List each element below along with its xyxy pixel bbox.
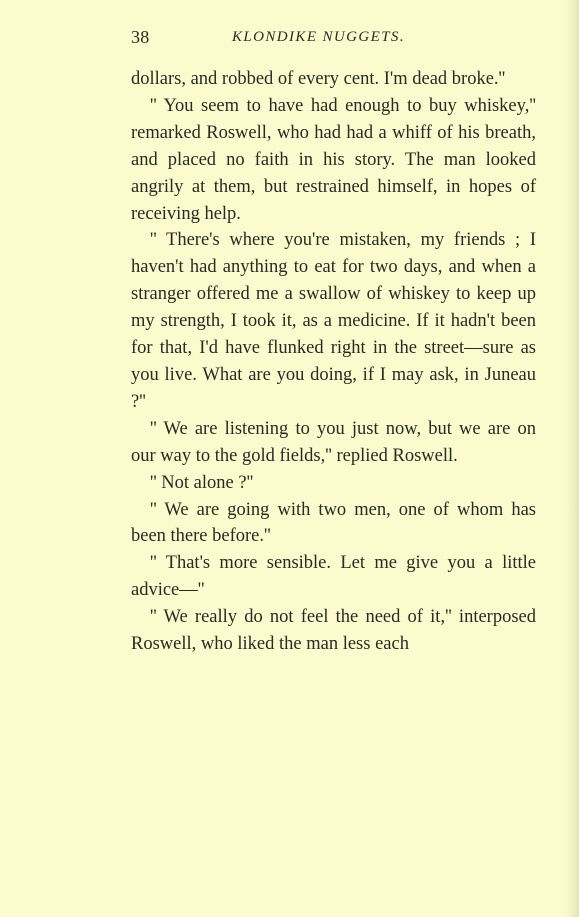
page-number: 38 [131,27,150,47]
paragraph: '' Not alone ?'' [150,472,254,493]
paragraph: '' We are going with two men, one of whom has been there before.'' [131,499,536,547]
paragraph: '' We really do not feel the need of it,'' interposed Roswell, who liked the man less each [131,607,536,655]
paragraph: '' We are listening to you just now, but we are on our way to the gold fields,'' replied Roswell. [131,418,536,466]
body-text [131,66,536,658]
running-head: KLONDIKE NUGGETS. [232,29,405,45]
paragraph: '' That's more sensible. Let me give you a little advice—'' [131,553,536,601]
paragraph: dollars, and robbed of every cent. I'm dead broke.'' [131,69,506,89]
page-header [131,26,536,48]
paragraph: '' You seem to have had enough to buy whiskey,'' remarked Roswell, who had had a whiff of his breath, and placed no faith in his story. The man looked angrily at them, but restrained himself, in hopes of receiving help. [131,95,536,224]
page-edge-shadow [565,0,579,917]
paragraph: '' There's where you're mistaken, my friends ; I haven't had anything to eat for two days, and when a stranger offered me a swallow of whiskey to keep up my strength, I took it, as a medicine. If it hadn't been for that, I'd have flunked right in the street—sure as you live. What are you doing, if I may ask, in Juneau ?'' [131,230,536,412]
